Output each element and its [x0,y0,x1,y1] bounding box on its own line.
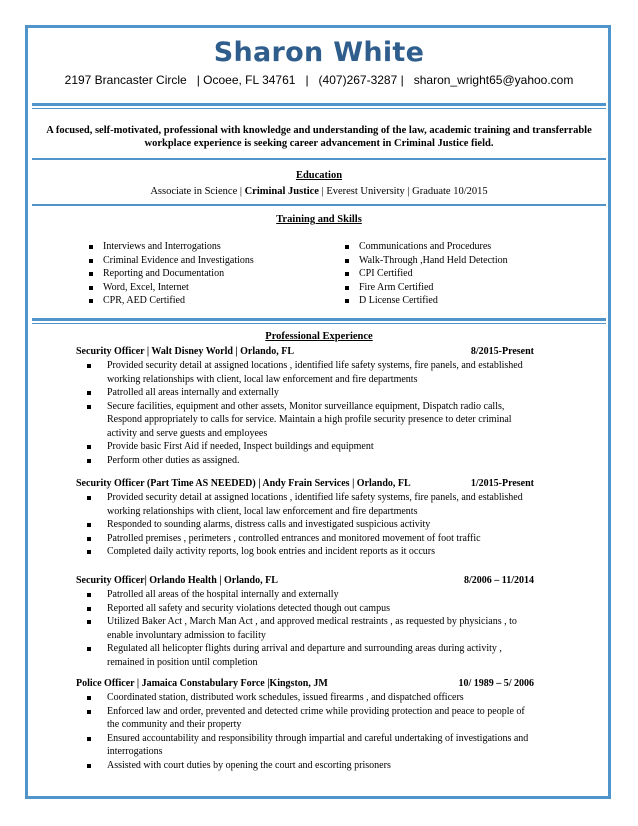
skill-item: Criminal Evidence and Investigations [89,254,254,268]
duty-item: Enforced law and order, prevented and detected crime while providing protection and peace to people of the community and their property [86,705,534,732]
summary-divider [32,158,606,160]
duty-item: Coordinated station, distributed work schedules, issued firearms , and dispatched officers [86,691,534,705]
duty-item: Assisted with court duties by opening the court and escorting prisoners [86,759,534,773]
candidate-name: Sharon White [213,37,425,68]
skills-left-list [89,240,254,308]
duty-item: Utilized Baker Act , March Man Act , and approved medical restraints , as requested by physicians , to enable involuntary admission to facility [86,615,534,642]
job-title: Security Officer | Walt Disney World | Orlando, FL [76,346,295,357]
skill-item: Fire Arm Certified [345,281,508,295]
job-dates: 8/2015-Present [470,346,534,357]
job-header [76,676,534,691]
education-heading: Education [295,170,343,181]
duty-item: Perform other duties as assigned. [86,454,534,468]
skills-right-list [345,240,508,308]
job-duties [76,491,534,559]
job-header [76,344,534,359]
duty-item: Provide basic First Aid if needed, Inspect buildings and equipment [86,440,534,454]
duty-item: Ensured accountability and responsibility through impartial and careful undertaking of investigations and interrogations [86,732,534,759]
job-duties [76,691,534,772]
skills-heading: Training and Skills [276,214,362,225]
job-dates: 1/2015-Present [470,478,534,489]
duty-item: Provided security detail at assigned locations , identified life safety systems, fire panels, and established working relationships with client, local law enforcement and fire departments [86,491,534,518]
job-duties [76,359,534,467]
education-school: | Everest University | Graduate 10/2015 [318,186,488,197]
job-header [76,573,534,588]
duty-item: Regulated all helicopter flights during arrival and departure and surrounding areas during activity , remained in position until completion [86,642,534,669]
summary-statement: A focused, self-motivated, professional with knowledge and understanding of the law, academic training and transferrable workplace experience is seeking career advancement in Criminal Justice field. [46,125,592,149]
job-title: Police Officer | Jamaica Constabulary Force |Kingston, JM [76,678,328,689]
skill-item: Walk-Through ,Hand Held Detection [345,254,508,268]
skill-item: CPI Certified [345,267,508,281]
skill-item: CPR, AED Certified [89,294,254,308]
duty-item: Patrolled all areas of the hospital internally and externally [86,588,534,602]
skill-item: Interviews and Interrogations [89,240,254,254]
job-dates: 10/ 1989 – 5/ 2006 [458,678,534,689]
job-dates: 8/2006 – 11/2014 [463,575,534,586]
duty-item: Secure facilities, equipment and other assets, Monitor surveillance equipment, Dispatch radio calls, Respond appropriately to calls for service. Maintain a high profile security presence to deter criminal activity and serve guests and employees [86,400,534,441]
duty-item: Completed daily activity reports, log book entries and incident reports as it occurs [86,545,534,559]
job-orlando-health [76,573,534,669]
experience-heading: Professional Experience [265,331,373,342]
duty-item: Patrolled premises , perimeters , controlled entrances and monitored movement of foot traffic [86,532,534,546]
header-divider [32,103,606,109]
duty-item: Patrolled all areas internally and externally [86,386,534,400]
duty-item: Reported all safety and security violations detected though out campus [86,602,534,616]
job-andy-frain [76,476,534,559]
job-title: Security Officer (Part Time AS NEEDED) | Andy Frain Services | Orlando, FL [76,478,411,489]
skills-divider [32,318,606,324]
education-separator: | [237,186,245,197]
education-degree: Associate in Science [150,186,238,197]
job-jamaica-police [76,676,534,772]
education-line [0,186,638,197]
skill-item: D License Certified [345,294,508,308]
duty-item: Provided security detail at assigned locations , identified life safety systems, fire panels, and established working relationships with client, local law enforcement and fire departments [86,359,534,386]
skill-item: Reporting and Documentation [89,267,254,281]
duty-item: Responded to sounding alarms, distress calls and investigated suspicious activity [86,518,534,532]
skill-item: Communications and Procedures [345,240,508,254]
skill-item: Word, Excel, Internet [89,281,254,295]
education-major: Criminal Justice [244,186,319,197]
job-duties [76,588,534,669]
contact-line: 2197 Brancaster Circle | Ocoee, FL 34761 | (407)267-3287 | sharon_wright65@yahoo.com [64,73,574,87]
job-title: Security Officer| Orlando Health | Orlando, FL [76,575,278,586]
education-divider [32,204,606,206]
job-disney [76,344,534,467]
job-header [76,476,534,491]
